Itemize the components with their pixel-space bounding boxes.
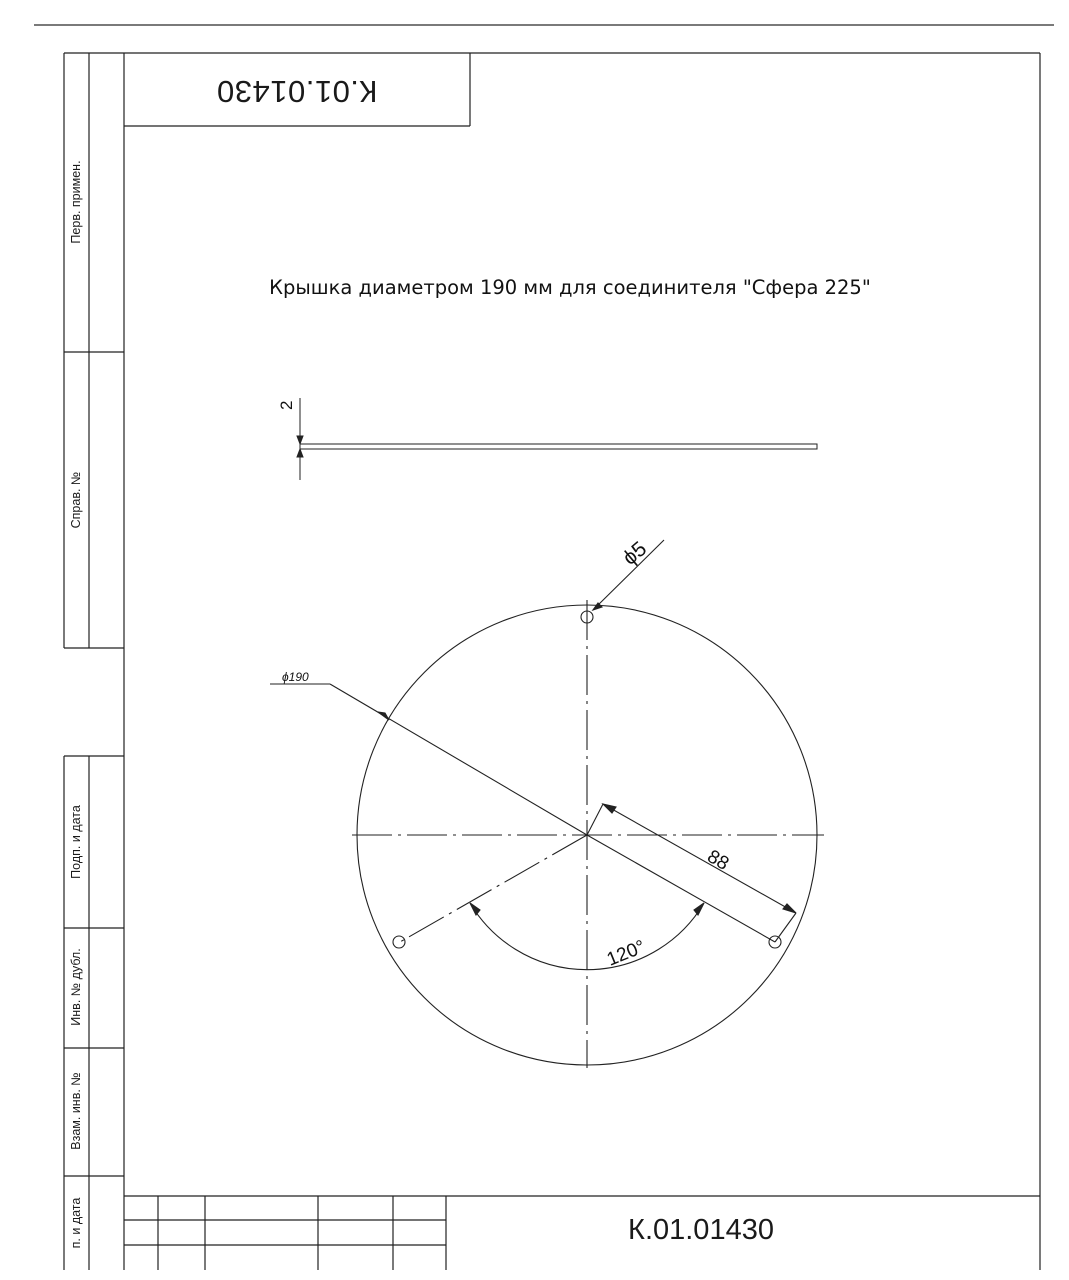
dim-hole-radius: 88 <box>703 846 733 875</box>
label-podp-data-2: п. и дата <box>69 1197 83 1249</box>
label-podp-data: Подп. и дата <box>69 805 83 879</box>
label-sprav-no: Справ. № <box>69 471 83 529</box>
dim-outer-diameter: ϕ190 <box>282 670 309 684</box>
dim-hole-diameter: ϕ5 <box>618 537 652 570</box>
plan-view <box>270 540 824 1068</box>
doc-number-top: К.01.01430 <box>216 74 378 109</box>
hole-left <box>393 936 405 948</box>
dim-thickness: 2 <box>277 400 296 410</box>
side-view <box>297 398 817 480</box>
doc-number-bottom: К.01.01430 <box>628 1213 774 1246</box>
drawing-frame <box>64 53 1040 1270</box>
label-perv-primen: Перв. примен. <box>69 160 83 244</box>
dim-angle: 120° <box>604 936 649 971</box>
label-inv-dubl: Инв. № дубл. <box>69 948 83 1026</box>
doc-title: Крышка диаметром 190 мм для соединителя "Сфера 225" <box>269 276 871 299</box>
label-vzam-inv: Взам. инв. № <box>69 1072 83 1150</box>
